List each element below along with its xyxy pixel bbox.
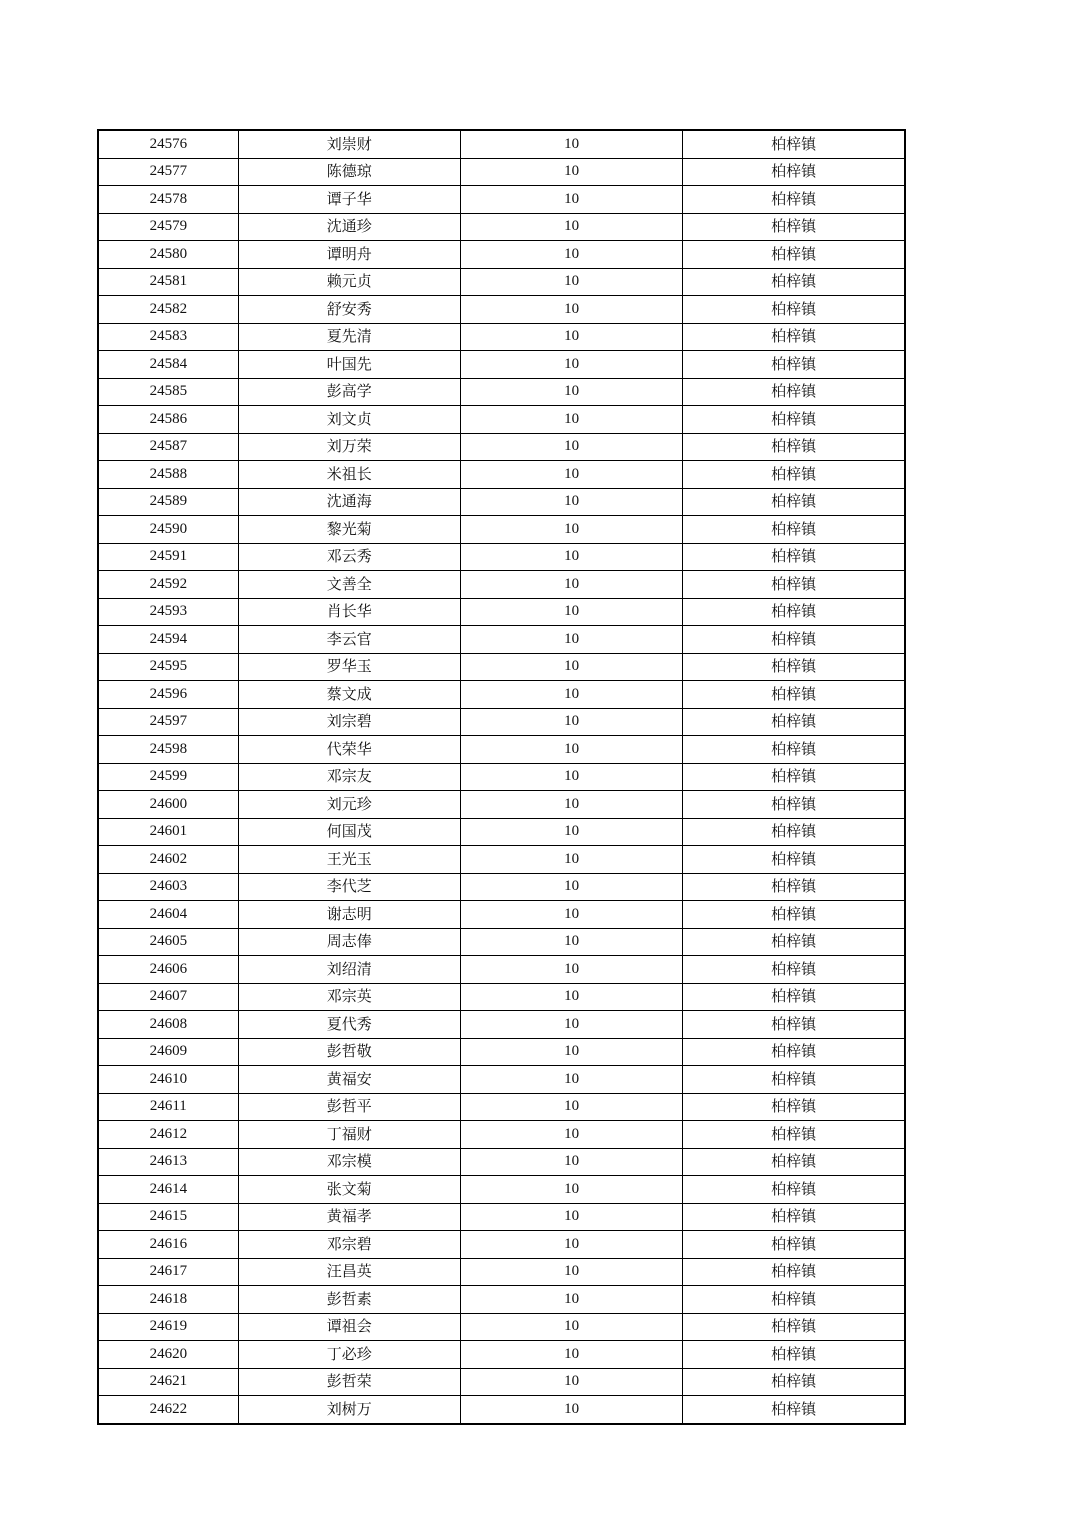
row-id-cell: 24603 <box>98 873 238 901</box>
amount-cell: 10 <box>460 901 682 929</box>
town-cell: 柏梓镇 <box>683 928 905 956</box>
table-row <box>98 736 905 764</box>
town-cell: 柏梓镇 <box>683 1231 905 1259</box>
row-id-cell: 24591 <box>98 543 238 571</box>
name-cell: 彭高学 <box>238 378 460 406</box>
name-cell: 黎光菊 <box>238 516 460 544</box>
row-id-cell: 24585 <box>98 378 238 406</box>
table-row <box>98 846 905 874</box>
row-id-cell: 24604 <box>98 901 238 929</box>
table-row <box>98 461 905 489</box>
table-row <box>98 956 905 984</box>
town-cell: 柏梓镇 <box>683 818 905 846</box>
row-id-cell: 24618 <box>98 1286 238 1314</box>
town-cell: 柏梓镇 <box>683 378 905 406</box>
amount-cell: 10 <box>460 1121 682 1149</box>
row-id-cell: 24615 <box>98 1203 238 1231</box>
table-row <box>98 681 905 709</box>
amount-cell: 10 <box>460 296 682 324</box>
row-id-cell: 24614 <box>98 1176 238 1204</box>
table-row <box>98 901 905 929</box>
amount-cell: 10 <box>460 516 682 544</box>
town-cell: 柏梓镇 <box>683 406 905 434</box>
table-body <box>98 130 905 1424</box>
name-cell: 何国茂 <box>238 818 460 846</box>
row-id-cell: 24609 <box>98 1038 238 1066</box>
town-cell: 柏梓镇 <box>683 1038 905 1066</box>
amount-cell: 10 <box>460 158 682 186</box>
name-cell: 蔡文成 <box>238 681 460 709</box>
name-cell: 文善全 <box>238 571 460 599</box>
table-row <box>98 488 905 516</box>
town-cell: 柏梓镇 <box>683 1148 905 1176</box>
amount-cell: 10 <box>460 1286 682 1314</box>
name-cell: 谭明舟 <box>238 241 460 269</box>
row-id-cell: 24594 <box>98 626 238 654</box>
name-cell: 米祖长 <box>238 461 460 489</box>
name-cell: 李代芝 <box>238 873 460 901</box>
table-row <box>98 406 905 434</box>
town-cell: 柏梓镇 <box>683 1341 905 1369</box>
table-row <box>98 268 905 296</box>
amount-cell: 10 <box>460 846 682 874</box>
name-cell: 刘万荣 <box>238 433 460 461</box>
table-row <box>98 1396 905 1424</box>
amount-cell: 10 <box>460 791 682 819</box>
row-id-cell: 24593 <box>98 598 238 626</box>
table-row <box>98 158 905 186</box>
town-cell: 柏梓镇 <box>683 213 905 241</box>
row-id-cell: 24588 <box>98 461 238 489</box>
town-cell: 柏梓镇 <box>683 433 905 461</box>
amount-cell: 10 <box>460 1258 682 1286</box>
amount-cell: 10 <box>460 626 682 654</box>
town-cell: 柏梓镇 <box>683 268 905 296</box>
table-row <box>98 433 905 461</box>
name-cell: 彭哲荣 <box>238 1368 460 1396</box>
row-id-cell: 24621 <box>98 1368 238 1396</box>
amount-cell: 10 <box>460 433 682 461</box>
amount-cell: 10 <box>460 543 682 571</box>
row-id-cell: 24608 <box>98 1011 238 1039</box>
table-row <box>98 873 905 901</box>
table-row <box>98 626 905 654</box>
town-cell: 柏梓镇 <box>683 1313 905 1341</box>
amount-cell: 10 <box>460 1396 682 1424</box>
row-id-cell: 24620 <box>98 1341 238 1369</box>
name-cell: 邓宗友 <box>238 763 460 791</box>
name-cell: 彭哲素 <box>238 1286 460 1314</box>
town-cell: 柏梓镇 <box>683 983 905 1011</box>
row-id-cell: 24616 <box>98 1231 238 1259</box>
table-row <box>98 296 905 324</box>
name-cell: 谢志明 <box>238 901 460 929</box>
name-cell: 刘崇财 <box>238 130 460 158</box>
name-cell: 刘绍清 <box>238 956 460 984</box>
town-cell: 柏梓镇 <box>683 1176 905 1204</box>
amount-cell: 10 <box>460 983 682 1011</box>
row-id-cell: 24576 <box>98 130 238 158</box>
table-row <box>98 213 905 241</box>
table-row <box>98 1368 905 1396</box>
amount-cell: 10 <box>460 1231 682 1259</box>
row-id-cell: 24607 <box>98 983 238 1011</box>
table-row <box>98 323 905 351</box>
town-cell: 柏梓镇 <box>683 1011 905 1039</box>
amount-cell: 10 <box>460 488 682 516</box>
table-row <box>98 763 905 791</box>
row-id-cell: 24605 <box>98 928 238 956</box>
name-cell: 刘宗碧 <box>238 708 460 736</box>
town-cell: 柏梓镇 <box>683 323 905 351</box>
amount-cell: 10 <box>460 818 682 846</box>
name-cell: 李云官 <box>238 626 460 654</box>
amount-cell: 10 <box>460 1011 682 1039</box>
town-cell: 柏梓镇 <box>683 763 905 791</box>
name-cell: 邓宗模 <box>238 1148 460 1176</box>
table-row <box>98 130 905 158</box>
name-cell: 周志俸 <box>238 928 460 956</box>
row-id-cell: 24602 <box>98 846 238 874</box>
name-cell: 邓宗英 <box>238 983 460 1011</box>
row-id-cell: 24582 <box>98 296 238 324</box>
name-cell: 沈通珍 <box>238 213 460 241</box>
table-row <box>98 1121 905 1149</box>
amount-cell: 10 <box>460 1341 682 1369</box>
table-row <box>98 1066 905 1094</box>
town-cell: 柏梓镇 <box>683 130 905 158</box>
row-id-cell: 24599 <box>98 763 238 791</box>
town-cell: 柏梓镇 <box>683 846 905 874</box>
name-cell: 刘文贞 <box>238 406 460 434</box>
name-cell: 邓宗碧 <box>238 1231 460 1259</box>
amount-cell: 10 <box>460 736 682 764</box>
row-id-cell: 24611 <box>98 1093 238 1121</box>
table-row <box>98 378 905 406</box>
name-cell: 代荣华 <box>238 736 460 764</box>
name-cell: 丁必珍 <box>238 1341 460 1369</box>
table-row <box>98 791 905 819</box>
town-cell: 柏梓镇 <box>683 1396 905 1424</box>
amount-cell: 10 <box>460 928 682 956</box>
row-id-cell: 24577 <box>98 158 238 186</box>
town-cell: 柏梓镇 <box>683 956 905 984</box>
amount-cell: 10 <box>460 681 682 709</box>
amount-cell: 10 <box>460 1066 682 1094</box>
amount-cell: 10 <box>460 763 682 791</box>
row-id-cell: 24586 <box>98 406 238 434</box>
town-cell: 柏梓镇 <box>683 571 905 599</box>
table-row <box>98 598 905 626</box>
name-cell: 罗华玉 <box>238 653 460 681</box>
amount-cell: 10 <box>460 241 682 269</box>
row-id-cell: 24590 <box>98 516 238 544</box>
amount-cell: 10 <box>460 378 682 406</box>
amount-cell: 10 <box>460 1368 682 1396</box>
name-cell: 王光玉 <box>238 846 460 874</box>
town-cell: 柏梓镇 <box>683 736 905 764</box>
row-id-cell: 24596 <box>98 681 238 709</box>
name-cell: 彭哲平 <box>238 1093 460 1121</box>
name-cell: 刘树万 <box>238 1396 460 1424</box>
table-row <box>98 983 905 1011</box>
town-cell: 柏梓镇 <box>683 296 905 324</box>
name-cell: 夏先清 <box>238 323 460 351</box>
town-cell: 柏梓镇 <box>683 653 905 681</box>
amount-cell: 10 <box>460 956 682 984</box>
table-row <box>98 818 905 846</box>
name-cell: 舒安秀 <box>238 296 460 324</box>
amount-cell: 10 <box>460 1313 682 1341</box>
town-cell: 柏梓镇 <box>683 1258 905 1286</box>
table-row <box>98 1011 905 1039</box>
town-cell: 柏梓镇 <box>683 1066 905 1094</box>
table-row <box>98 1093 905 1121</box>
town-cell: 柏梓镇 <box>683 1286 905 1314</box>
town-cell: 柏梓镇 <box>683 681 905 709</box>
amount-cell: 10 <box>460 1203 682 1231</box>
row-id-cell: 24592 <box>98 571 238 599</box>
table-row <box>98 708 905 736</box>
table-row <box>98 241 905 269</box>
name-cell: 汪昌英 <box>238 1258 460 1286</box>
name-cell: 黄福孝 <box>238 1203 460 1231</box>
amount-cell: 10 <box>460 598 682 626</box>
table-row <box>98 1148 905 1176</box>
town-cell: 柏梓镇 <box>683 461 905 489</box>
town-cell: 柏梓镇 <box>683 1203 905 1231</box>
row-id-cell: 24597 <box>98 708 238 736</box>
name-cell: 沈通海 <box>238 488 460 516</box>
name-cell: 夏代秀 <box>238 1011 460 1039</box>
row-id-cell: 24587 <box>98 433 238 461</box>
amount-cell: 10 <box>460 1148 682 1176</box>
table-row <box>98 186 905 214</box>
town-cell: 柏梓镇 <box>683 598 905 626</box>
row-id-cell: 24622 <box>98 1396 238 1424</box>
name-cell: 肖长华 <box>238 598 460 626</box>
name-cell: 丁福财 <box>238 1121 460 1149</box>
amount-cell: 10 <box>460 571 682 599</box>
row-id-cell: 24578 <box>98 186 238 214</box>
table-row <box>98 543 905 571</box>
amount-cell: 10 <box>460 1176 682 1204</box>
row-id-cell: 24610 <box>98 1066 238 1094</box>
row-id-cell: 24589 <box>98 488 238 516</box>
name-cell: 彭哲敬 <box>238 1038 460 1066</box>
name-cell: 张文菊 <box>238 1176 460 1204</box>
row-id-cell: 24612 <box>98 1121 238 1149</box>
table-row <box>98 516 905 544</box>
name-cell: 邓云秀 <box>238 543 460 571</box>
name-cell: 刘元珍 <box>238 791 460 819</box>
row-id-cell: 24579 <box>98 213 238 241</box>
table-row <box>98 928 905 956</box>
row-id-cell: 24584 <box>98 351 238 379</box>
name-cell: 谭祖会 <box>238 1313 460 1341</box>
town-cell: 柏梓镇 <box>683 873 905 901</box>
town-cell: 柏梓镇 <box>683 241 905 269</box>
town-cell: 柏梓镇 <box>683 1368 905 1396</box>
name-cell: 黄福安 <box>238 1066 460 1094</box>
town-cell: 柏梓镇 <box>683 1093 905 1121</box>
table-row <box>98 1176 905 1204</box>
table-row <box>98 1286 905 1314</box>
table-row <box>98 1341 905 1369</box>
amount-cell: 10 <box>460 323 682 351</box>
amount-cell: 10 <box>460 708 682 736</box>
town-cell: 柏梓镇 <box>683 901 905 929</box>
amount-cell: 10 <box>460 406 682 434</box>
town-cell: 柏梓镇 <box>683 626 905 654</box>
table-row <box>98 653 905 681</box>
row-id-cell: 24606 <box>98 956 238 984</box>
table-row <box>98 1258 905 1286</box>
amount-cell: 10 <box>460 653 682 681</box>
table-row <box>98 1231 905 1259</box>
amount-cell: 10 <box>460 461 682 489</box>
amount-cell: 10 <box>460 213 682 241</box>
town-cell: 柏梓镇 <box>683 543 905 571</box>
town-cell: 柏梓镇 <box>683 708 905 736</box>
table-row <box>98 1203 905 1231</box>
name-cell: 陈德琼 <box>238 158 460 186</box>
amount-cell: 10 <box>460 351 682 379</box>
amount-cell: 10 <box>460 1038 682 1066</box>
row-id-cell: 24613 <box>98 1148 238 1176</box>
row-id-cell: 24595 <box>98 653 238 681</box>
row-id-cell: 24580 <box>98 241 238 269</box>
town-cell: 柏梓镇 <box>683 186 905 214</box>
town-cell: 柏梓镇 <box>683 488 905 516</box>
town-cell: 柏梓镇 <box>683 1121 905 1149</box>
table-row <box>98 571 905 599</box>
amount-cell: 10 <box>460 1093 682 1121</box>
name-cell: 谭子华 <box>238 186 460 214</box>
name-cell: 叶国先 <box>238 351 460 379</box>
row-id-cell: 24598 <box>98 736 238 764</box>
table-row <box>98 1313 905 1341</box>
table-row <box>98 351 905 379</box>
amount-cell: 10 <box>460 873 682 901</box>
amount-cell: 10 <box>460 186 682 214</box>
town-cell: 柏梓镇 <box>683 516 905 544</box>
town-cell: 柏梓镇 <box>683 351 905 379</box>
row-id-cell: 24617 <box>98 1258 238 1286</box>
name-cell: 赖元贞 <box>238 268 460 296</box>
row-id-cell: 24600 <box>98 791 238 819</box>
amount-cell: 10 <box>460 130 682 158</box>
data-table <box>97 129 906 1425</box>
town-cell: 柏梓镇 <box>683 158 905 186</box>
amount-cell: 10 <box>460 268 682 296</box>
town-cell: 柏梓镇 <box>683 791 905 819</box>
row-id-cell: 24619 <box>98 1313 238 1341</box>
row-id-cell: 24583 <box>98 323 238 351</box>
row-id-cell: 24581 <box>98 268 238 296</box>
row-id-cell: 24601 <box>98 818 238 846</box>
table-row <box>98 1038 905 1066</box>
